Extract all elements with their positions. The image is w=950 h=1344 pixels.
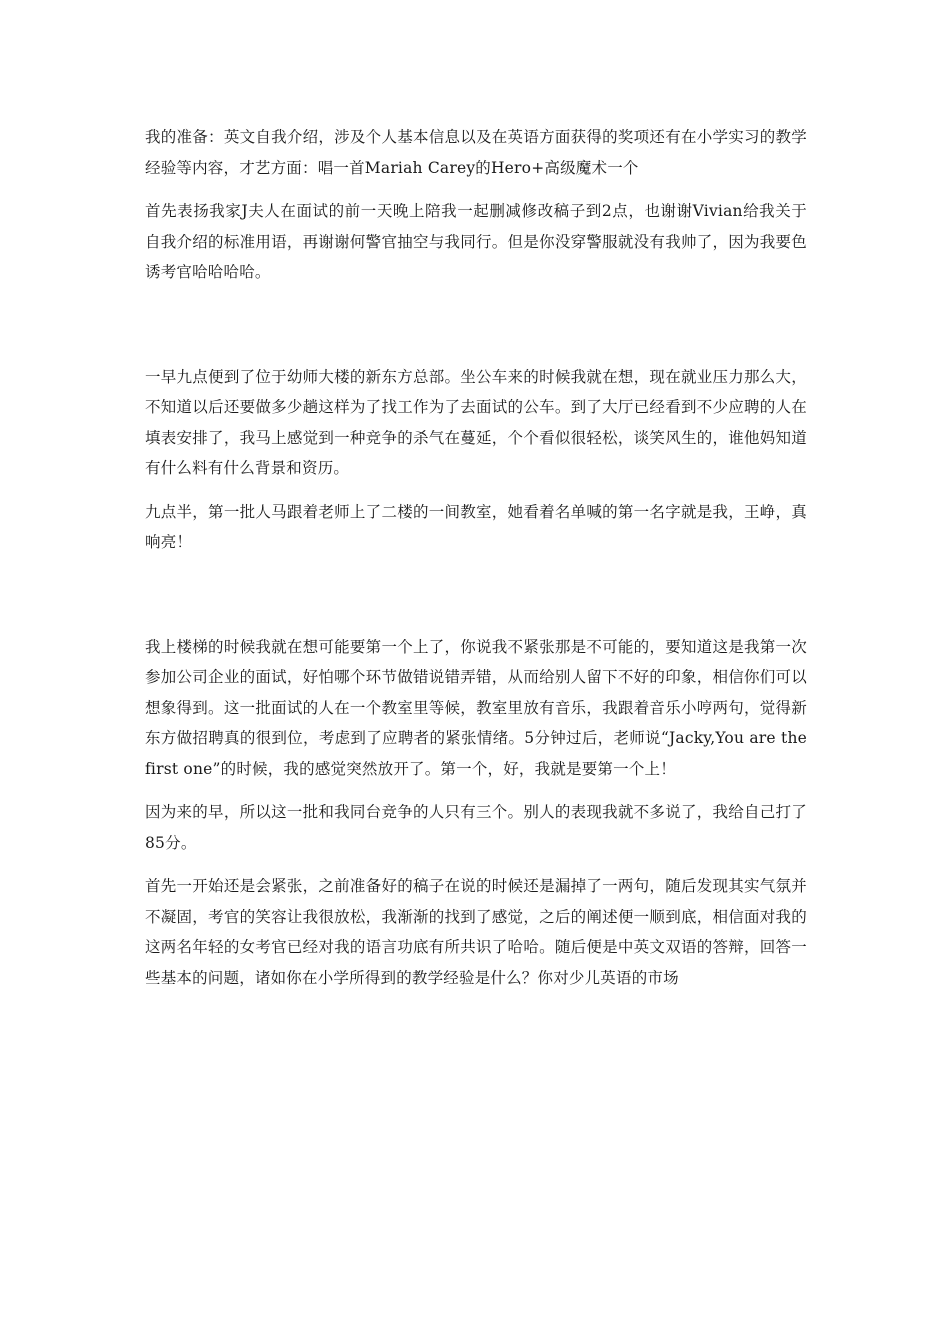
paragraph-arrival: 一早九点便到了位于幼师大楼的新东方总部。坐公车来的时候我就在想，现在就业压力那么大，不知道以后还要做多少趟这样为了找工作为了去面试的公车。到了大厅已经看到不少应聘的人在填表安排了，我马上感觉到一种竞争的杀气在蔓延，个个看似很轻松，谈笑风生的，谁他妈知道有什么料有什么背景和资历。 — [145, 367, 807, 477]
paragraph-roll-call: 九点半，第一批人马跟着老师上了二楼的一间教室，她看着名单喊的第一名字就是我，王峥，真响亮！ — [145, 502, 807, 551]
paragraph-waiting-room: 我上楼梯的时候我就在想可能要第一个上了，你说我不紧张那是不可能的，要知道这是我第一次参加公司企业的面试，好怕哪个环节做错说错弄错，从而给别人留下不好的印象，相信你们可以想象得到。这一批面试的人在一个教室里等候，教室里放有音乐，我跟着音乐小哼两句，觉得新东方做招聘真的很到位，考虑到了应聘者的紧张情绪。5分钟过后，老师说“Jacky,You are the first one”的时候，我的感觉突然放开了。第一个，好，我就是要第一个上！ — [145, 637, 807, 778]
paragraph-preparation: 我的准备：英文自我介绍，涉及个人基本信息以及在英语方面获得的奖项还有在小学实习的教学经验等内容，才艺方面：唱一首Mariah Carey的Hero+高级魔术一个 — [145, 128, 807, 177]
paragraph-interview: 首先一开始还是会紧张，之前准备好的稿子在说的时候还是漏掉了一两句，随后发现其实气氛并不凝固，考官的笑容让我很放松，我渐渐的找到了感觉，之后的阐述便一顺到底，相信面对我的这两名年轻的女考官已经对我的语言功底有所共识了哈哈。随后便是中英文双语的答辩，回答一些基本的问题，诸如你在小学所得到的教学经验是什么？你对少儿英语的市场 — [145, 877, 807, 987]
paragraph-competition: 因为来的早，所以这一批和我同台竞争的人只有三个。别人的表现我就不多说了，我给自己打了85分。 — [145, 803, 807, 852]
document-body — [145, 122, 807, 993]
paragraph-thanks: 首先表扬我家J夫人在面试的前一天晚上陪我一起删减修改稿子到2点，也谢谢Vivian给我关于自我介绍的标准用语，再谢谢何警官抽空与我同行。但是你没穿警服就没有我帅了，因为我要色诱考官哈哈哈哈。 — [145, 202, 807, 281]
